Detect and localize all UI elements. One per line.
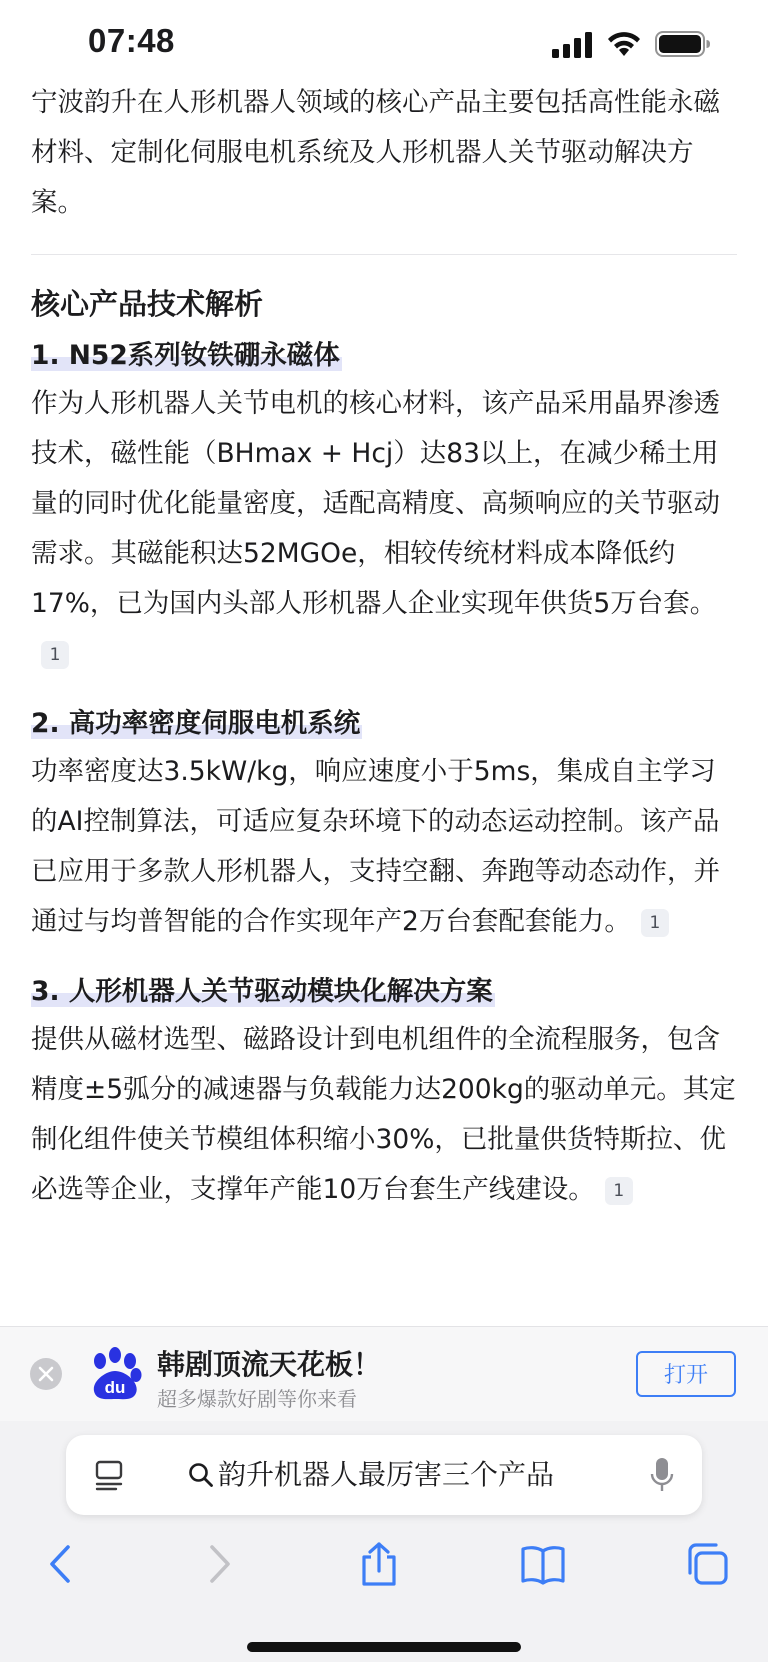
- banner-subtitle: 超多爆款好剧等你来看: [157, 1387, 357, 1411]
- citation-badge[interactable]: 1: [41, 641, 69, 669]
- banner-title: 韩剧顶流天花板！: [157, 1348, 382, 1381]
- article-content: [31, 78, 737, 1215]
- section-divider: [31, 254, 737, 255]
- tabs-button[interactable]: [684, 1541, 730, 1587]
- share-button[interactable]: [356, 1541, 402, 1587]
- cellular-signal-icon: [552, 32, 596, 58]
- page-menu-icon[interactable]: [94, 1459, 124, 1491]
- product-item-body: 作为人形机器人关节电机的核心材料，该产品采用晶界渗透技术，磁性能（BHmax + Hcj）达83以上，在减少稀土用量的同时优化能量密度，适配高精度、高频响应的关节驱动需求。其磁能积达52MGOe，相较传统材料成本降低约17%，已为国内头部人形机器人企业实现年供货5万台套。1: [31, 379, 737, 679]
- product-item-body: 提供从磁材选型、磁路设计到电机组件的全流程服务，包含精度±5弧分的减速器与负载能力达200kg的驱动单元。其定制化组件使关节模组体积缩小30%，已批量供货特斯拉、优必选等企业，支撑年产能10万台套生产线建设。 1: [31, 1024, 736, 1205]
- svg-text:du: du: [104, 1378, 126, 1397]
- product-item-title: 2. 高功率密度伺服电机系统: [31, 708, 361, 739]
- forward-button[interactable]: [196, 1541, 242, 1587]
- product-item-title: 3. 人形机器人关节驱动模块化解决方案: [31, 976, 493, 1007]
- status-bar: [0, 0, 768, 88]
- address-bar[interactable]: [66, 1435, 702, 1515]
- browser-toolbar: [0, 1421, 768, 1662]
- intro-paragraph: 宁波韵升在人形机器人领域的核心产品主要包括高性能永磁材料、定制化伺服电机系统及人形机器人关节驱动解决方案。: [31, 87, 720, 218]
- baidu-logo-icon: [86, 1347, 144, 1405]
- app-promo-banner: [0, 1326, 768, 1421]
- battery-icon: [655, 30, 711, 58]
- section-title: 核心产品技术解析: [31, 287, 264, 321]
- citation-badge[interactable]: 1: [605, 1177, 633, 1205]
- back-button[interactable]: [38, 1541, 84, 1587]
- product-item-title: 1. N52系列钕铁硼永磁体: [31, 340, 340, 371]
- citation-badge[interactable]: 1: [641, 909, 669, 937]
- search-icon: [188, 1462, 214, 1488]
- wifi-icon: [606, 29, 642, 57]
- banner-close-button[interactable]: [30, 1358, 62, 1390]
- product-item-body: 功率密度达3.5kW/kg，响应速度小于5ms，集成自主学习的AI控制算法，可适应复杂环境下的动态运动控制。该产品已应用于多款人形机器人，支持空翻、奔跑等动态动作，并通过与均普智能的合作实现年产2万台套配套能力。 1: [31, 756, 720, 937]
- search-query-text[interactable]: 韵升机器人最厉害三个产品: [218, 1458, 555, 1491]
- bookmarks-button[interactable]: [520, 1541, 566, 1587]
- close-icon: [30, 1358, 62, 1390]
- open-app-button[interactable]: 打开: [636, 1351, 736, 1397]
- microphone-icon[interactable]: [650, 1457, 674, 1493]
- home-indicator: [247, 1642, 521, 1652]
- status-time: 07:48: [88, 22, 175, 59]
